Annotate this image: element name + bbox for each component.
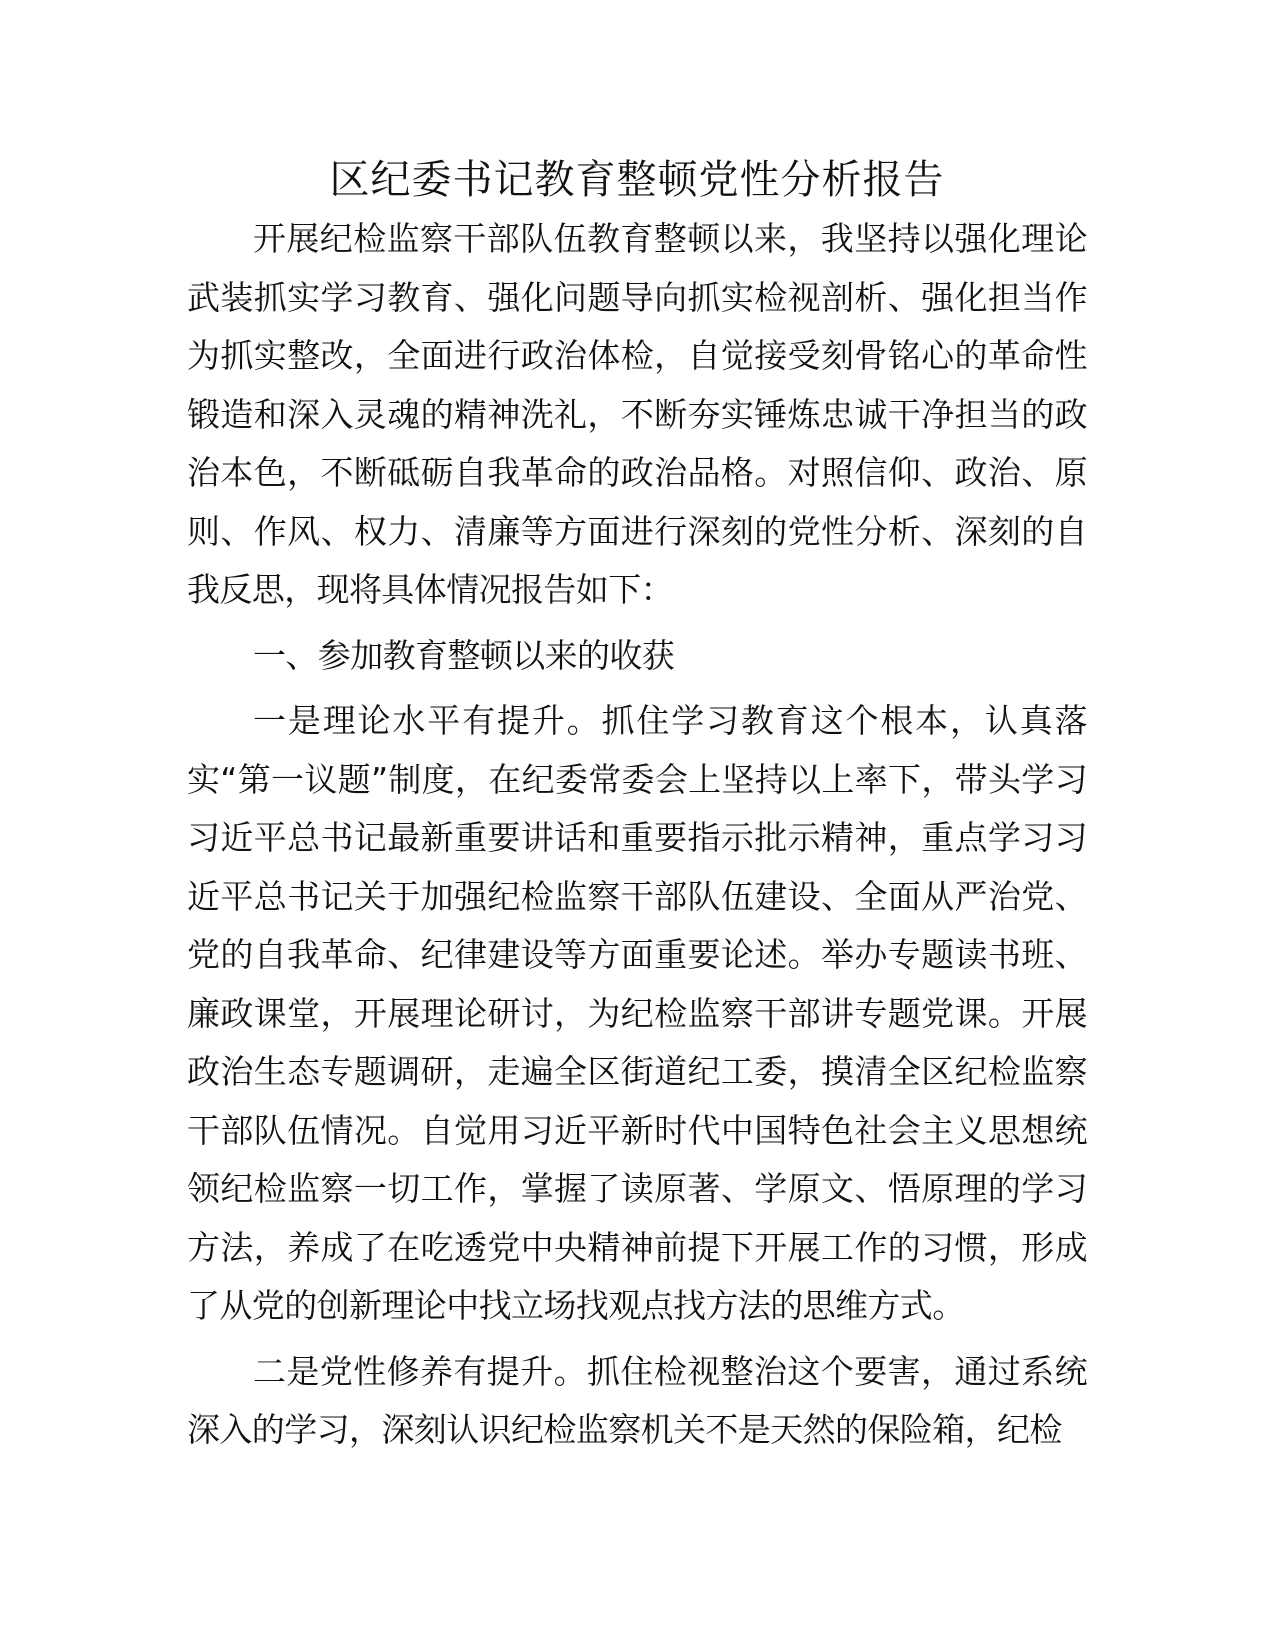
- intro-paragraph: 开展纪检监察干部队伍教育整顿以来，我坚持以强化理论武装抓实学习教育、强化问题导向抓实检视剖析、强化担当作为抓实整改，全面进行政治体检，自觉接受刻骨铭心的革命性锻造和深入灵魂的精神洗礼，不断夯实锤炼忠诚干净担当的政治本色，不断砥砺自我革命的政治品格。对照信仰、政治、原则、作风、权力、清廉等方面进行深刻的党性分析、深刻的自我反思，现将具体情况报告如下：: [187, 219, 1087, 609]
- document-body: [187, 152, 1087, 1460]
- body-paragraph: 二是党性修养有提升。抓住检视整治这个要害，通过系统深入的学习，深刻认识纪检监察机关不是天然的保险箱，纪检: [187, 1351, 1087, 1449]
- body-paragraph: 一是理论水平有提升。抓住学习教育这个根本，认真落实“第一议题”制度，在纪委常委会上坚持以上率下，带头学习习近平总书记最新重要讲话和重要指示批示精神，重点学习习近平总书记关于加强纪检监察干部队伍建设、全面从严治党、党的自我革命、纪律建设等方面重要论述。举办专题读书班、廉政课堂，开展理论研讨，为纪检监察干部讲专题党课。开展政治生态专题调研，走遍全区街道纪工委，摸清全区纪检监察干部队伍情况。自觉用习近平新时代中国特色社会主义思想统领纪检监察一切工作，掌握了读原著、学原文、悟原理的学习方法，养成了在吃透党中央精神前提下开展工作的习惯，形成了从党的创新理论中找立场找观点找方法的思维方式。: [187, 701, 1087, 1325]
- section-heading: 一、参加教育整顿以来的收获: [253, 635, 675, 675]
- document-title: 区纪委书记教育整顿党性分析报告: [329, 157, 945, 203]
